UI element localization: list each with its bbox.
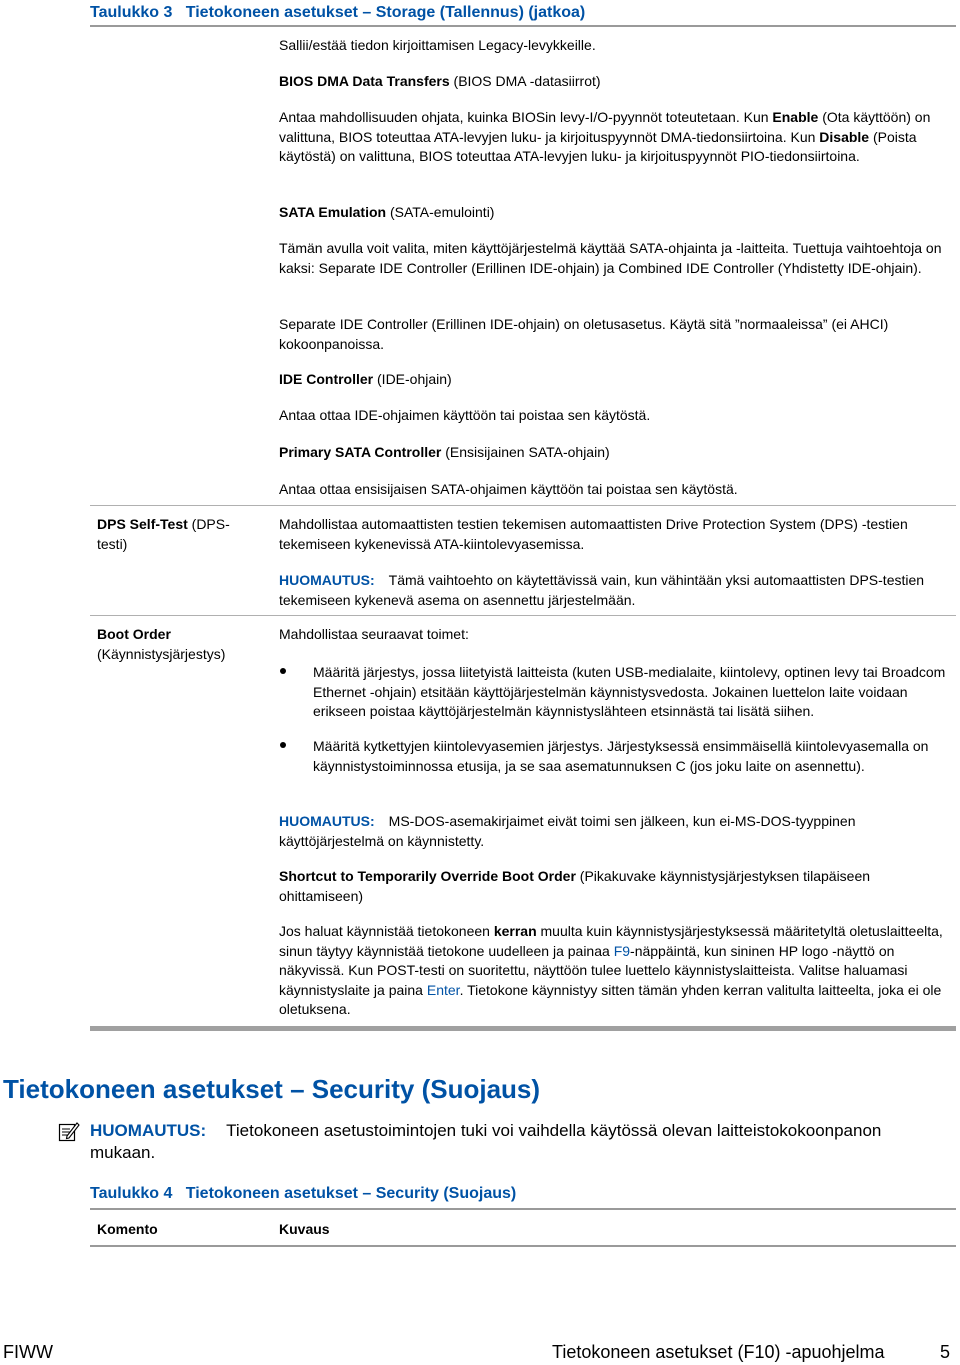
ide-paren: (IDE-ohjain) [373,371,452,387]
sata-paren: (SATA-emulointi) [386,204,495,220]
sata-term: SATA Emulation [279,204,387,220]
psata-paren: (Ensisijainen SATA-ohjain) [441,444,610,460]
boot-term: Boot Order [97,626,171,642]
footer-title: Tietokoneen asetukset (F10) -apuohjelma [552,1342,885,1362]
dma-enable: Enable [772,109,819,125]
col-header-option: Komento [97,1221,158,1237]
dma-desc-3: (Poista käytöstä) on valittuna, BIOS toteuttaa ATA-levyjen luku- ja kirjoituspyynnöt PIO-tiedonsiirtoina. [279,128,917,164]
dma-disable: Disable [819,128,870,145]
dma-paren: (BIOS DMA -datasiirrot) [449,73,601,89]
shortcut-term: Shortcut to Temporarily Override Boot Order [279,868,576,884]
security-note [90,1120,930,1164]
enter-key: Enter [426,981,460,998]
page-number: 5 [940,1342,951,1362]
table3-title: Tietokoneen asetukset – Storage (Tallennus) (jatkoa) [185,4,586,21]
table4-top-rule [90,1208,956,1210]
security-note-label: HUOMAUTUS: [90,1121,207,1140]
f9-key: F9 [613,942,631,959]
table4-title: Tietokoneen asetukset – Security (Suojaus) [185,1185,517,1202]
boot-bullet-1: Määritä järjestys, jossa liitetyistä laitteista (kuten USB-medialaite, kiintolevy, optinen levy tai Broadcom Ethernet -ohjain) etsitään käyttöjärjestelmän käynnistysvedosta. Jokainen luettelon laite voidaan erikseen poistaa käyttöjärjestelmän käynnistyslähteen etsinnästä tai lisätä siihen. [313,664,946,719]
boot-note-text: MS-DOS-asemakirjaimet eivät toimi sen jälkeen, kun ei-MS-DOS-tyyppinen käyttöjärjestelmä on käynnistetty. [279,813,856,849]
shortcut-kerran: kerran [493,923,537,939]
dma-description [279,108,949,167]
shortcut-1: Jos haluat käynnistää tietokoneen [279,923,494,939]
dps-term: DPS Self-Test [97,516,188,532]
dps-paren: (DPS-testi) [97,516,230,552]
ide-heading [279,370,949,390]
col-header-description: Kuvaus [279,1221,330,1237]
shortcut-description [279,922,949,1020]
bullet-2-dot [279,737,289,747]
psata-heading [279,443,949,463]
dps-note-text: Tämä vaihtoehto on käytettävissä vain, kun vähintään yksi automaattisten DPS-testien tekemiseen kykenevä asema on asennettu järjestelmään. [279,572,925,608]
dps-description: Mahdollistaa automaattisten testien tekemisen automaattisten Drive Protection System (DPS) -testien tekemiseen kykenevissä ATA-kiintolevyasemissa. [279,516,908,552]
boot-note [279,812,949,851]
dps-note-label: HUOMAUTUS: [279,572,375,588]
row-divider-boot [90,615,956,616]
dma-heading [279,72,949,92]
shortcut-paren: (Pikakuvake käynnistysjärjestyksen tilapäiseen ohittamiseen) [279,868,871,904]
note-icon [58,1120,80,1142]
table4-header-rule [90,1245,956,1247]
shortcut-3: -näppäintä, kun sininen HP logo -näyttö on näkyvissä. Kun POST-testi on suoritettu, näyttöön tulee luettelo käynnistyslaitteista. Valitse haluamasi käynnistyslaite ja paina [279,942,908,998]
legacy-text: Sallii/estää tiedon kirjoittamisen Legacy-levykkeille. [279,37,596,53]
dma-desc-2: (Ota käyttöön) on valittuna, BIOS toteuttaa ATA-levyjen luku- ja kirjoituspyynnöt DMA-tiedonsiirtoina. Kun [279,109,931,145]
psata-description: Antaa ottaa ensisijaisen SATA-ohjaimen käyttöön tai poistaa sen käytöstä. [279,481,738,497]
security-note-text: Tietokoneen asetustoimintojen tuki voi vaihdella käytössä olevan laitteistokokoonpanon mukaan. [90,1121,882,1162]
dps-note [279,571,949,610]
table4-caption [90,1184,516,1204]
section-title: Tietokoneen asetukset – Security (Suojaus) [3,1074,541,1104]
sata-default: Separate IDE Controller (Erillinen IDE-ohjain) on oletusasetus. Käytä sitä ”normaaleissa” (ei AHCI) kokoonpanoissa. [279,316,889,352]
psata-term: Primary SATA Controller [279,444,442,460]
table3-caption [90,3,585,23]
dps-option [97,515,257,554]
sata-heading [279,203,949,223]
table4-label: Taulukko 4 [90,1185,173,1202]
shortcut-heading [279,867,949,906]
table3-bottom-rule [90,1026,956,1031]
boot-bullet-2: Määritä kytkettyjen kiintolevyasemien järjestys. Järjestyksessä ensimmäisellä kiintolevyasemalla on käynnistystoiminnossa etusija, ja se saa asematunnuksen C (jos joku laite on asennettu). [313,738,929,774]
table3-top-rule [90,25,956,27]
ide-term: IDE Controller [279,371,374,387]
dma-term: BIOS DMA Data Transfers [279,73,450,89]
boot-paren: (Käynnistysjärjestys) [97,645,226,662]
boot-intro: Mahdollistaa seuraavat toimet: [279,626,469,642]
ide-description: Antaa ottaa IDE-ohjaimen käyttöön tai poistaa sen käytöstä. [279,407,651,423]
boot-note-label: HUOMAUTUS: [279,813,375,829]
bullet-1-dot [279,663,289,673]
row-divider-dps [90,505,956,506]
sata-description: Tämän avulla voit valita, miten käyttöjärjestelmä käyttää SATA-ohjainta ja -laitteita. Tuettuja vaihtoehtoja on kaksi: Separate IDE Controller (Erillinen IDE-ohjain) ja Combined IDE Controller (Yhdistetty IDE-ohjain). [279,240,942,276]
boot-option [97,625,257,664]
shortcut-4: . Tietokone käynnistyy sitten tämän yhden kerran valitulta laitteelta, joka ei ole oletuksena. [279,981,942,1017]
footer-left: FIWW [3,1342,53,1362]
table3-label: Taulukko 3 [90,4,173,21]
shortcut-2: muulta kuin käynnistysjärjestyksessä määritetyltä oletuslaitteelta, sinun täytyy käynnistää tietokone uudelleen ja painaa [279,923,943,959]
dma-desc-1: Antaa mahdollisuuden ohjata, kuinka BIOSin levy-I/O-pyynnöt toteutetaan. Kun [279,109,773,125]
